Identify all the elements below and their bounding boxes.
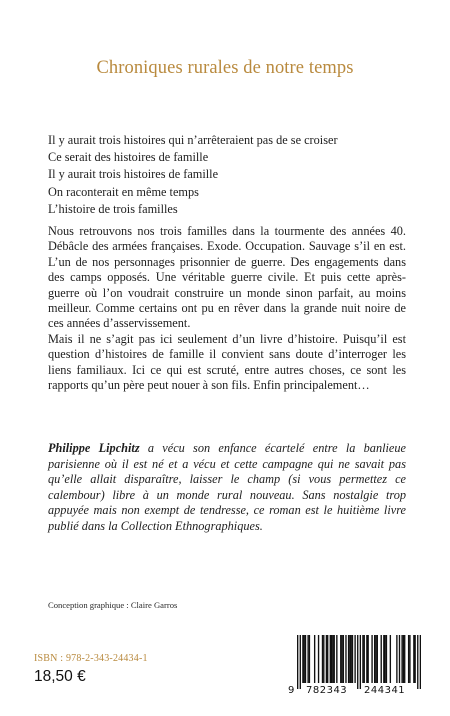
barcode-digits [288,685,428,696]
barcode-bar [302,635,303,683]
verse-line: Ce serait des histoires de famille [48,150,209,165]
book-series-title: Chroniques rurales de notre temps [96,58,354,78]
barcode-bar [403,635,404,683]
barcode-bar [318,635,319,683]
barcode-bar [343,635,344,683]
author-bio [48,441,406,535]
barcode-bar [367,635,368,683]
barcode-bar [374,635,375,683]
barcode-bar [409,635,410,683]
barcode-bar [381,635,382,683]
barcode-digits-right: 244341 [364,685,406,696]
barcode-bar [420,635,421,689]
verse-line: On raconterait en même temps [48,184,199,199]
barcode-digits-left: 782343 [306,685,348,696]
barcode-bar [332,635,333,683]
barcode-bar [327,635,328,683]
barcode-bar [314,635,315,683]
price-label: 18,50 € [34,668,86,685]
barcode-bar [304,635,305,683]
barcode-digit-first: 9 [288,685,295,696]
barcode-bar [297,635,298,689]
barcode-bar [351,635,352,683]
barcode-bar [348,635,349,683]
verse-line: Il y aurait trois histoires de famille [48,167,219,182]
synopsis-paragraph: Nous retrouvons nos trois familles dans la tourmente des années 40. Débâcle des armées françaises. Exode. Occupation. Sauvage s’il en est. L’un de nos personnages prisonnier de guerre. Des engagements dans des camps opposés. Une véritable guerre civile. Et puis cette après-guerre où l’on voudrait construire un monde sinon parfait, au moins meilleur. Comme certains ont pu en rêver dans la grande nuit noire de ces années d’asservissement. [48,224,406,331]
barcode-bar [300,635,301,689]
barcode [288,635,421,699]
verse-line: L’histoire de trois familles [48,201,178,216]
barcode-bar [334,635,335,683]
barcode-bar [362,635,363,683]
barcode-bar [307,635,308,683]
barcode-bar [417,635,418,689]
barcode-bar [345,635,346,683]
isbn-label: ISBN : 978-2-343-24434-1 [34,653,148,664]
barcode-bar [408,635,409,683]
synopsis [48,224,406,393]
barcode-bar [404,635,405,683]
synopsis-paragraph: Mais il ne s’agit pas ici seulement d’un livre d’histoire. Puisqu’il est question d’histoires de famille il convient sans doute d’interroger les liens familiaux. Ici ce qui est scruté, entre autres choses, ce sont les rapports qu’un père peut nouer à son fils. Enfin principalement… [48,331,406,393]
barcode-bar [336,635,337,683]
barcode-bar [326,635,327,683]
barcode-bar [323,635,324,683]
barcode-bar [401,635,402,683]
barcode-bar [413,635,414,683]
barcode-bar [414,635,415,683]
barcode-bar [366,635,367,683]
barcode-bar [377,635,378,683]
barcode-bar [354,635,355,683]
barcode-bar [371,635,372,683]
barcode-bar [357,635,358,689]
barcode-bar [383,635,384,683]
barcode-bar [386,635,387,683]
barcode-bar [360,635,361,689]
barcode-bar [352,635,353,683]
barcode-bar [309,635,310,683]
barcode-bars [297,635,421,689]
barcode-bar [330,635,331,683]
barcode-bar [341,635,342,683]
design-credits: Conception graphique : Claire Garros [48,600,178,610]
barcode-bar [364,635,365,683]
opening-verse [48,132,408,218]
barcode-bar [331,635,332,683]
barcode-bar [399,635,400,683]
barcode-bar [396,635,397,683]
barcode-bar [322,635,323,683]
barcode-bar [384,635,385,683]
barcode-bar [390,635,391,683]
verse-line: Il y aurait trois histoires qui n’arrêteraient pas de se croiser [48,133,338,147]
barcode-bar [349,635,350,683]
barcode-bar [340,635,341,683]
author-bio-text: a vécu son enfance écartelé entre la banlieue parisienne où il est né et a vécu et cette campagne qui ne savait pas qu’elle allait disparaître, laisser le champ (si vous permettez ce calembour) libre à un monde rural nouveau. Sans nostalgie trop appuyée mais non exempt de tendresse, ce roman est le huitième livre publié dans la Collection Ethnographiques. [48,441,406,533]
author-name: Philippe Lipchitz [48,441,140,455]
barcode-bar [305,635,306,683]
barcode-bar [375,635,376,683]
